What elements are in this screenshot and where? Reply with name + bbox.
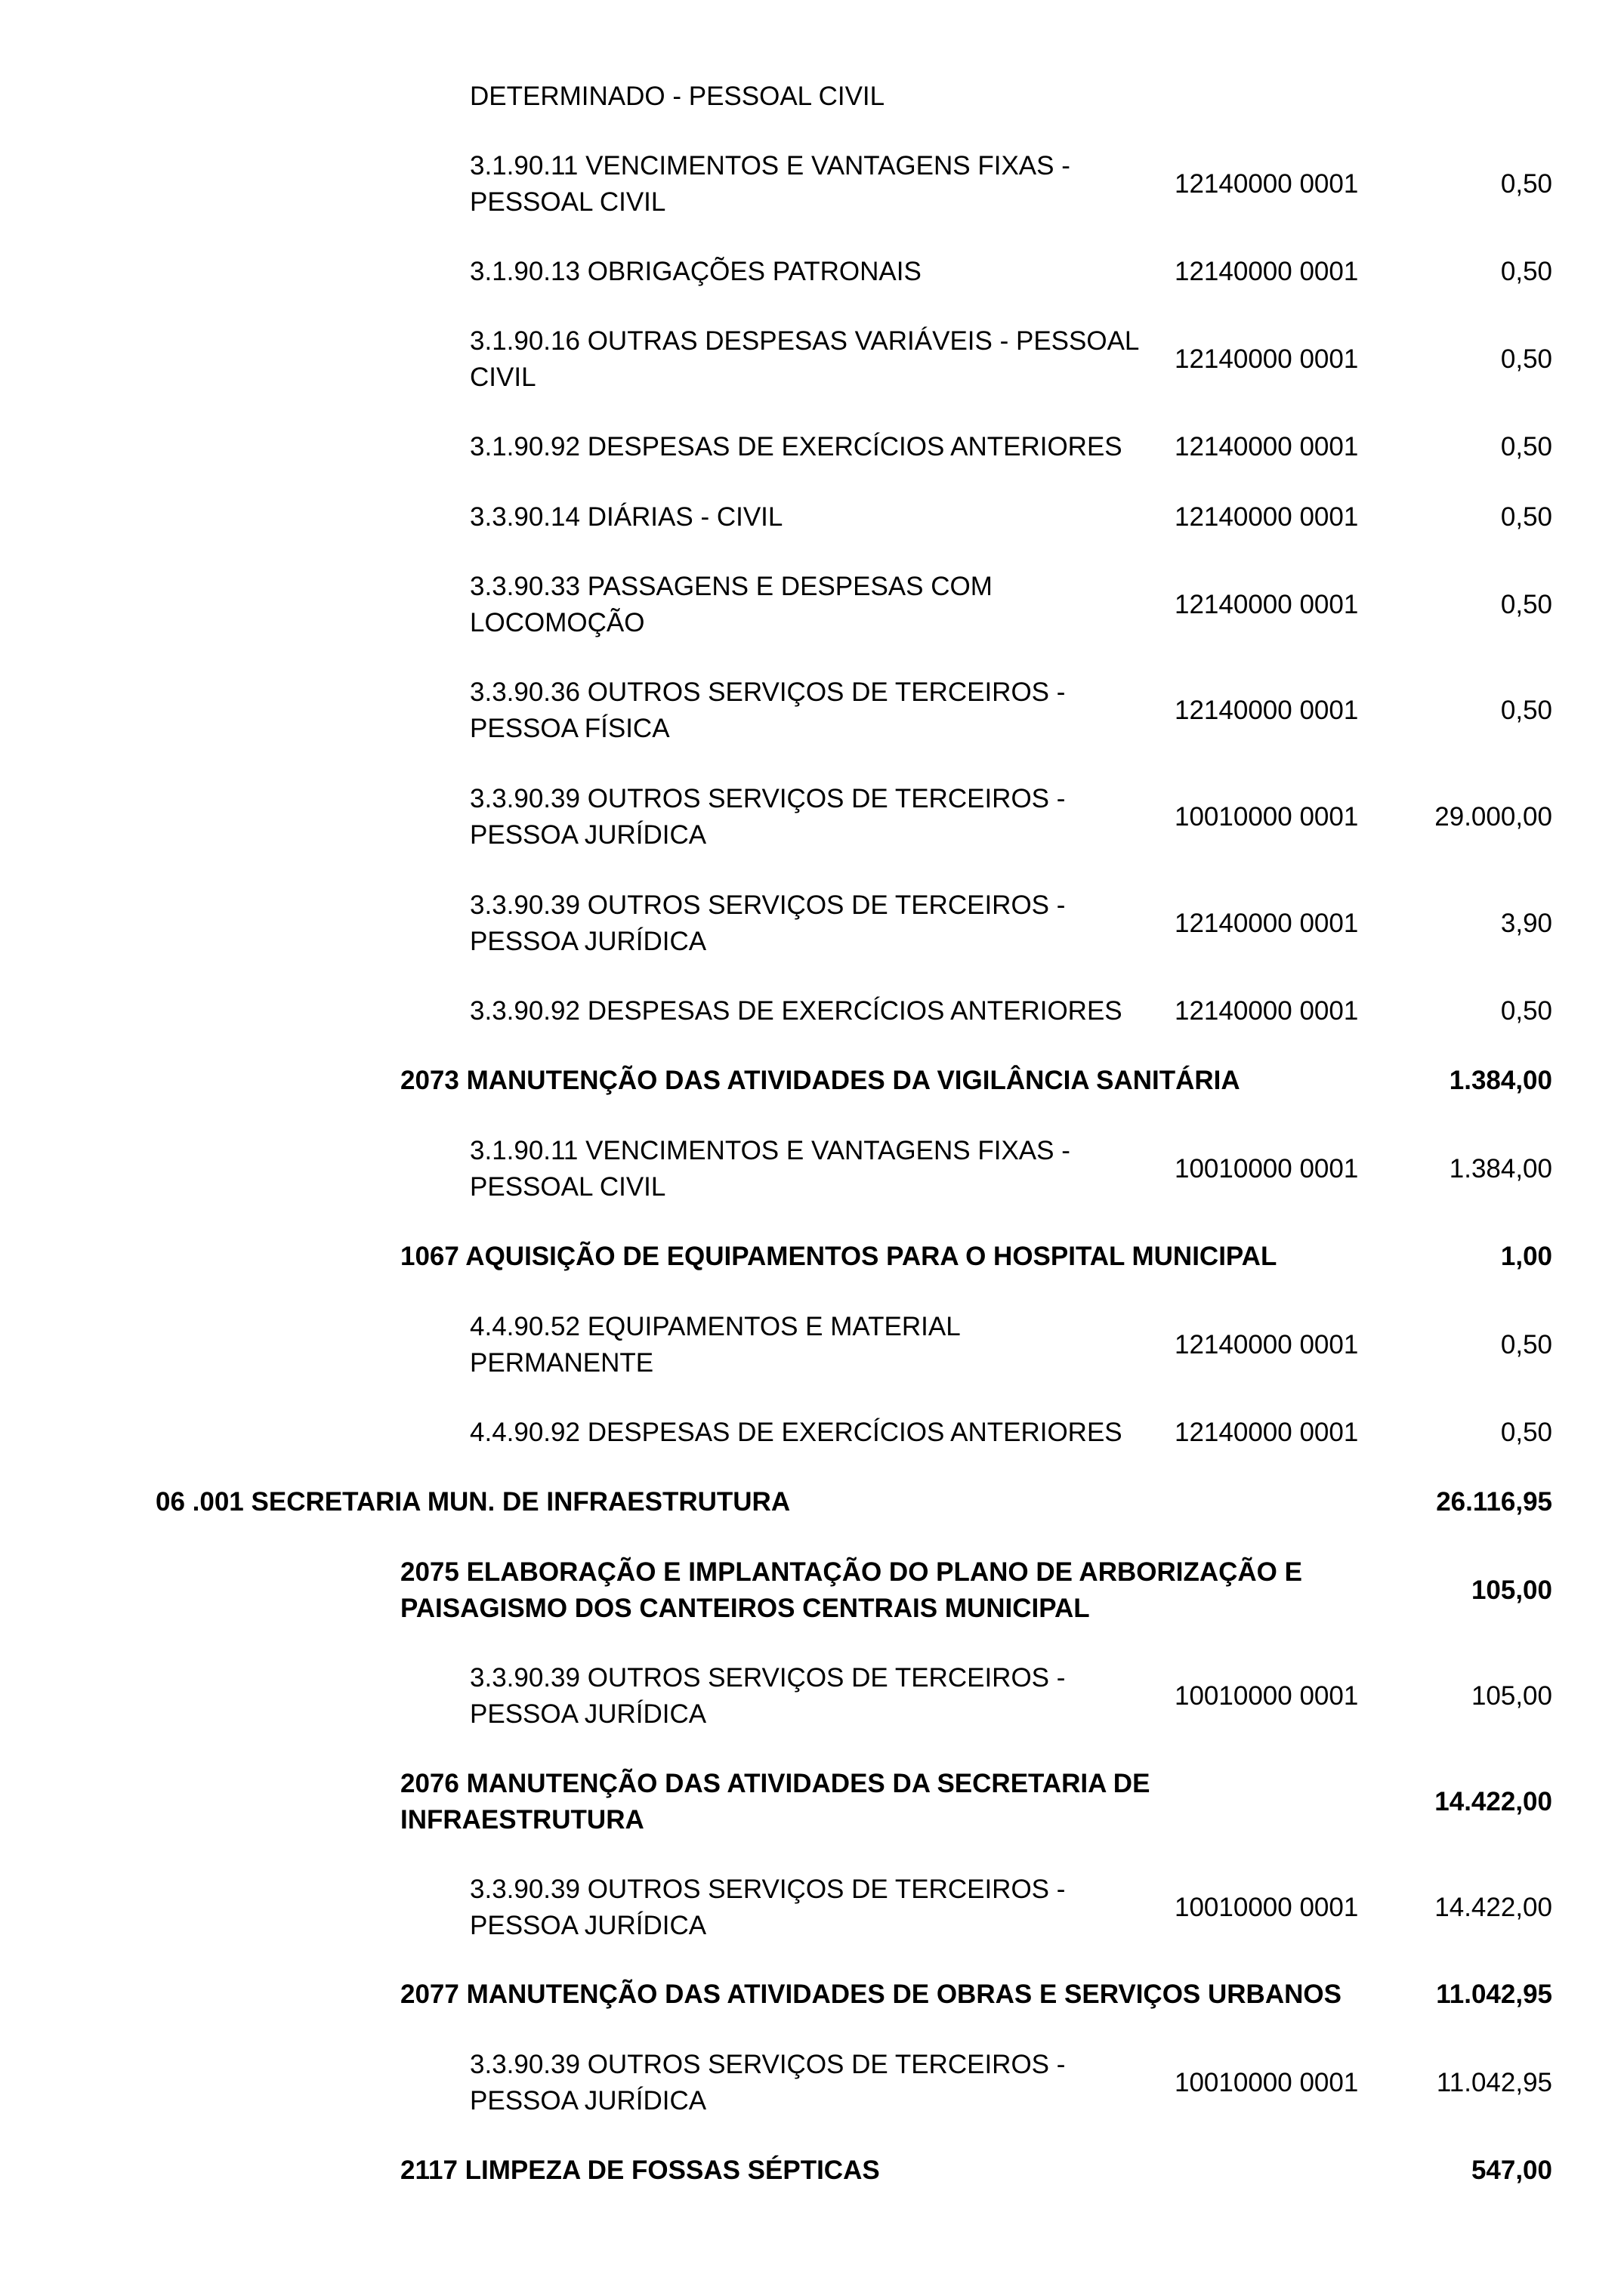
source-code: 12140000 0001	[1175, 1330, 1359, 1359]
source-code: 10010000 0001	[1175, 2068, 1359, 2097]
description-line: 2076 MANUTENÇÃO DAS ATIVIDADES DA SECRETARIA DE	[400, 1769, 1150, 1798]
item-value: 0,50	[1500, 257, 1552, 286]
item-value: 0,50	[1500, 169, 1552, 199]
expense-description	[470, 993, 1172, 1029]
item-value: 0,50	[1500, 1418, 1552, 1447]
description-line: PESSOAL CIVIL	[470, 1172, 666, 1202]
expense-description	[470, 148, 1172, 221]
description-line: INFRAESTRUTURA	[400, 1805, 644, 1835]
unit-description	[156, 1484, 790, 1520]
description-line: PESSOAL CIVIL	[470, 187, 666, 217]
description-line: 3.3.90.36 OUTROS SERVIÇOS DE TERCEIROS -	[470, 677, 1066, 707]
expense-description	[470, 1415, 1172, 1451]
item-value: 29.000,00	[1434, 802, 1552, 832]
source-code: 12140000 0001	[1175, 257, 1359, 286]
expense-description	[470, 429, 1172, 465]
description-line: 2117 LIMPEZA DE FOSSAS SÉPTICAS	[400, 2156, 880, 2185]
description-line: 4.4.90.92 DESPESAS DE EXERCÍCIOS ANTERIORES	[470, 1418, 1122, 1447]
action-description	[400, 1554, 1382, 1627]
expense-description	[470, 887, 1172, 960]
description-line: 3.3.90.39 OUTROS SERVIÇOS DE TERCEIROS -	[470, 1875, 1066, 1904]
description-line: PESSOA JURÍDICA	[470, 1911, 707, 1940]
description-line: 3.1.90.11 VENCIMENTOS E VANTAGENS FIXAS -	[470, 1136, 1070, 1165]
source-code: 12140000 0001	[1175, 1418, 1359, 1447]
expense-description	[470, 1133, 1172, 1205]
source-code: 12140000 0001	[1175, 909, 1359, 938]
source-code: 10010000 0001	[1175, 802, 1359, 832]
description-line: 2077 MANUTENÇÃO DAS ATIVIDADES DE OBRAS E SERVIÇOS URBANOS	[400, 1980, 1341, 2009]
description-line: 3.1.90.92 DESPESAS DE EXERCÍCIOS ANTERIORES	[470, 432, 1122, 461]
description-line: PESSOA JURÍDICA	[470, 927, 707, 956]
description-line: LOCOMOÇÃO	[470, 608, 645, 637]
source-code: 12140000 0001	[1175, 590, 1359, 619]
source-code: 12140000 0001	[1175, 169, 1359, 199]
item-value: 0,50	[1500, 1330, 1552, 1359]
description-line: 2075 ELABORAÇÃO E IMPLANTAÇÃO DO PLANO DE ARBORIZAÇÃO E	[400, 1557, 1302, 1587]
total-value: 14.422,00	[1434, 1787, 1552, 1816]
total-value: 1.384,00	[1449, 1066, 1552, 1095]
description-line: PESSOA JURÍDICA	[470, 1699, 707, 1729]
description-line: 3.3.90.39 OUTROS SERVIÇOS DE TERCEIROS -	[470, 890, 1066, 920]
expense-description	[470, 2047, 1172, 2119]
action-description	[400, 1239, 1382, 1275]
source-code: 10010000 0001	[1175, 1681, 1359, 1711]
item-value: 0,50	[1500, 432, 1552, 461]
expense-description	[470, 781, 1172, 853]
description-line: 06 .001 SECRETARIA MUN. DE INFRAESTRUTURA	[156, 1487, 791, 1517]
source-code: 12140000 0001	[1175, 996, 1359, 1026]
item-value: 11.042,95	[1436, 2068, 1552, 2097]
description-line: PESSOA JURÍDICA	[470, 2086, 707, 2115]
item-value: 0,50	[1500, 502, 1552, 532]
description-line: PESSOA FÍSICA	[470, 714, 670, 743]
source-code: 12140000 0001	[1175, 344, 1359, 374]
description-line: 3.1.90.13 OBRIGAÇÕES PATRONAIS	[470, 257, 922, 286]
description-line: 3.1.90.16 OUTRAS DESPESAS VARIÁVEIS - PESSOAL	[470, 326, 1140, 356]
description-line: 3.1.90.11 VENCIMENTOS E VANTAGENS FIXAS -	[470, 151, 1070, 181]
source-code: 10010000 0001	[1175, 1154, 1359, 1183]
description-line: 3.3.90.33 PASSAGENS E DESPESAS COM	[470, 572, 993, 601]
item-value: 14.422,00	[1434, 1893, 1552, 1922]
total-value: 11.042,95	[1436, 1980, 1552, 2009]
description-line: 3.3.90.39 OUTROS SERVIÇOS DE TERCEIROS -	[470, 2050, 1066, 2079]
item-value: 0,50	[1500, 344, 1552, 374]
total-value: 105,00	[1471, 1575, 1552, 1605]
action-description	[400, 2152, 1382, 2189]
total-value: 26.116,95	[1436, 1487, 1552, 1517]
description-line: 1067 AQUISIÇÃO DE EQUIPAMENTOS PARA O HOSPITAL MUNICIPAL	[400, 1242, 1277, 1271]
item-value: 0,50	[1500, 996, 1552, 1026]
source-code: 10010000 0001	[1175, 1893, 1359, 1922]
description-line: 3.3.90.14 DIÁRIAS - CIVIL	[470, 502, 783, 532]
expense-description	[470, 1660, 1172, 1733]
item-value: 1.384,00	[1449, 1154, 1552, 1183]
total-value: 547,00	[1471, 2156, 1552, 2185]
item-value: 0,50	[1500, 590, 1552, 619]
source-code: 12140000 0001	[1175, 502, 1359, 532]
item-value: 3,90	[1500, 909, 1552, 938]
description-line: 3.3.90.39 OUTROS SERVIÇOS DE TERCEIROS -	[470, 1663, 1066, 1693]
expense-description	[470, 674, 1172, 747]
expense-description	[470, 569, 1172, 641]
action-description	[400, 1766, 1382, 1838]
description-line: CIVIL	[470, 363, 536, 392]
source-code: 12140000 0001	[1175, 432, 1359, 461]
continued-description: DETERMINADO - PESSOAL CIVIL	[470, 82, 885, 111]
description-line: PERMANENTE	[470, 1348, 654, 1378]
item-value: 0,50	[1500, 696, 1552, 725]
expense-description	[470, 254, 1172, 290]
expense-description	[470, 1872, 1172, 1944]
description-line: 2073 MANUTENÇÃO DAS ATIVIDADES DA VIGILÂNCIA SANITÁRIA	[400, 1066, 1240, 1095]
description-line: 3.3.90.39 OUTROS SERVIÇOS DE TERCEIROS -	[470, 784, 1066, 813]
description-line: PESSOA JURÍDICA	[470, 820, 707, 850]
description-line: 3.3.90.92 DESPESAS DE EXERCÍCIOS ANTERIORES	[470, 996, 1122, 1026]
action-description	[400, 1063, 1382, 1099]
item-value: 105,00	[1471, 1681, 1552, 1711]
total-value: 1,00	[1500, 1242, 1552, 1271]
expense-description	[470, 499, 1172, 535]
action-description	[400, 1977, 1382, 2013]
source-code: 12140000 0001	[1175, 696, 1359, 725]
description-line: PAISAGISMO DOS CANTEIROS CENTRAIS MUNICIPAL	[400, 1594, 1090, 1623]
expense-description	[470, 1309, 1172, 1381]
description-line: 4.4.90.52 EQUIPAMENTOS E MATERIAL	[470, 1312, 961, 1341]
expense-description	[470, 323, 1172, 396]
